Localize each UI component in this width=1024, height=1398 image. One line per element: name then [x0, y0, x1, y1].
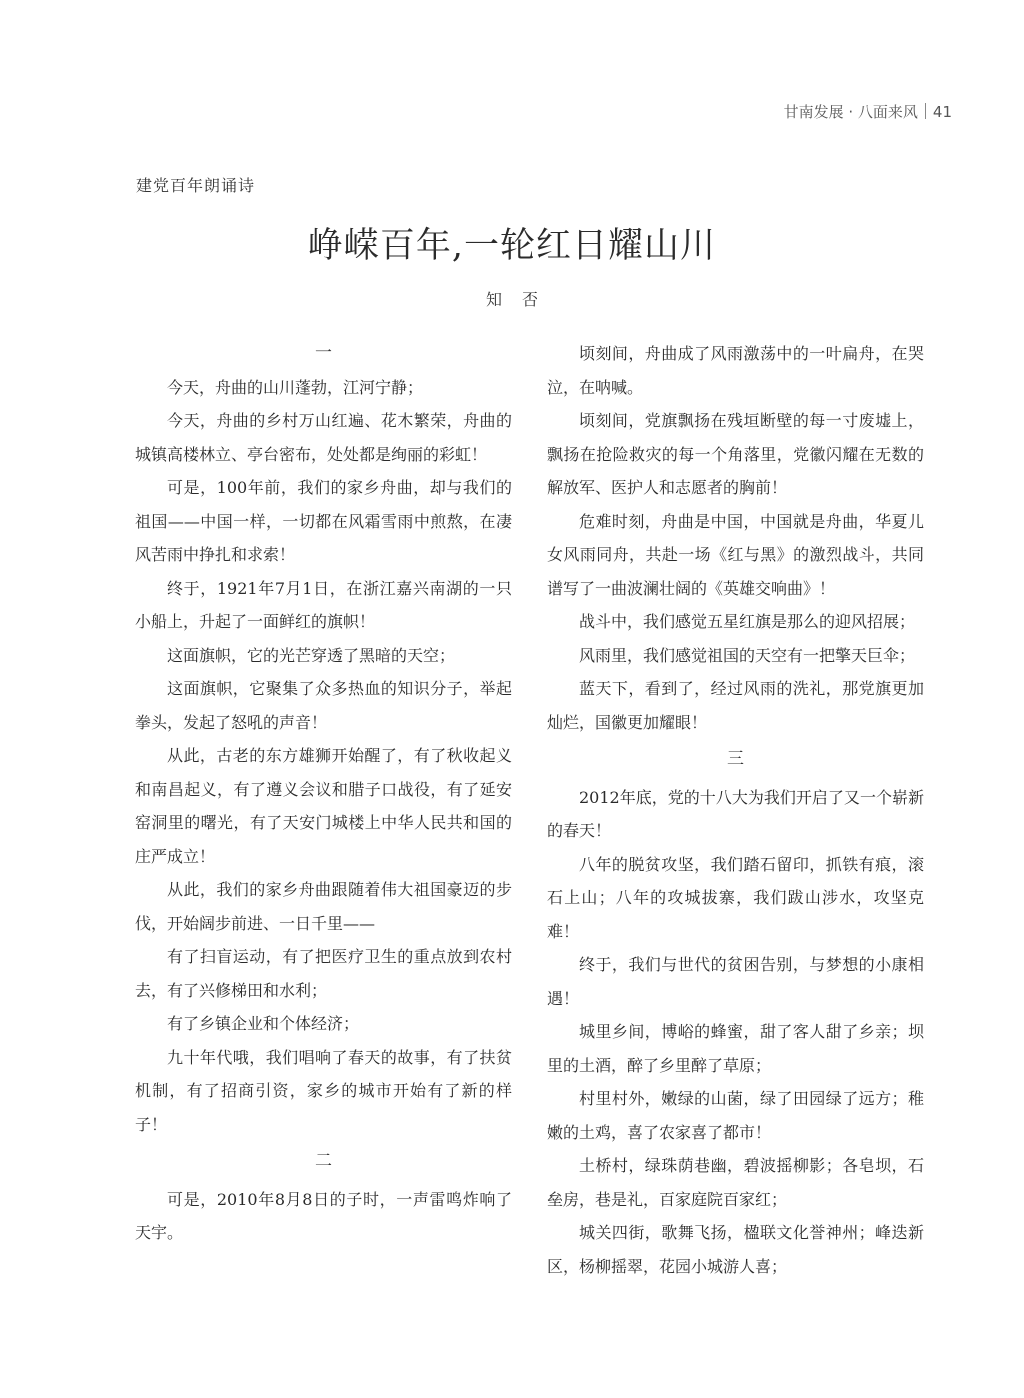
paragraph: 有了乡镇企业和个体经济； — [167, 1014, 360, 1033]
paragraph: 顷刻间，舟曲成了风雨激荡中的一叶扁舟，在哭泣，在呐喊。 — [547, 344, 924, 397]
author-name: 知否 — [485, 290, 558, 309]
page-number: 41 — [932, 103, 952, 121]
section-heading-1: 一 — [315, 343, 332, 363]
section-heading-2: 二 — [315, 1151, 332, 1171]
section-title: 甘南发展 · 八面来风 — [783, 103, 918, 121]
paragraph: 可是，2010年8月8日的子时，一声雷鸣炸响了天宇。 — [135, 1189, 512, 1242]
paragraph: 九十年代哦，我们唱响了春天的故事，有了扶贫机制，有了招商引资，家乡的城市开始有了新的样子！ — [135, 1047, 512, 1134]
paragraph: 今天，舟曲的乡村万山红遍、花木繁荣，舟曲的城镇高楼林立、亭台密布，处处都是绚丽的彩虹！ — [135, 411, 512, 464]
right-column — [547, 337, 924, 1283]
paragraph: 土桥村，绿珠荫巷幽，碧波摇柳影；各皂坝，石垒房，巷是礼，百家庭院百家红； — [547, 1156, 924, 1209]
running-head — [784, 101, 952, 122]
paragraph: 终于，我们与世代的贫困告别，与梦想的小康相遇！ — [547, 955, 924, 1008]
paragraph: 八年的脱贫攻坚，我们踏石留印，抓铁有痕，滚石上山；八年的攻城拔寨，我们跋山涉水，攻坚克难！ — [547, 854, 924, 941]
article-title: 峥嵘百年,一轮红日耀山川 — [307, 226, 717, 266]
paragraph: 城关四街，歌舞飞扬，楹联文化誉神州；峰迭新区，杨柳摇翠，花园小城游人喜； — [547, 1223, 924, 1276]
left-column — [135, 337, 512, 1250]
paragraph: 有了扫盲运动，有了把医疗卫生的重点放到农村去，有了兴修梯田和水利； — [135, 947, 512, 1000]
paragraph: 蓝天下，看到了，经过风雨的洗礼，那党旗更加灿烂，国徽更加耀眼！ — [547, 679, 924, 732]
paragraph: 可是，100年前，我们的家乡舟曲，却与我们的祖国——中国一样，一切都在风霜雪雨中煎熬，在凄风苦雨中挣扎和求索！ — [135, 478, 512, 564]
header-divider — [925, 103, 926, 119]
paragraph: 村里村外，嫩绿的山菌，绿了田园绿了远方；稚嫩的土鸡，喜了农家喜了都市！ — [547, 1089, 924, 1142]
section-heading-3: 三 — [727, 749, 744, 769]
paragraph: 这面旗帜，它的光芒穿透了黑暗的天空； — [167, 645, 456, 665]
column-tag: 建党百年朗诵诗 — [136, 176, 256, 195]
paragraph: 顷刻间，党旗飘扬在残垣断壁的每一寸废墟上，飘扬在抢险救灾的每一个角落里，党徽闪耀在无数的解放军、医护人和志愿者的胸前！ — [547, 411, 924, 497]
paragraph: 风雨里，我们感觉祖国的天空有一把擎天巨伞； — [579, 645, 916, 665]
paragraph: 2012年底，党的十八大为我们开启了又一个崭新的春天！ — [547, 787, 924, 840]
paragraph: 终于，1921年7月1日，在浙江嘉兴南湖的一只小船上，升起了一面鲜红的旗帜！ — [135, 578, 512, 631]
paragraph: 从此，我们的家乡舟曲跟随着伟大祖国豪迈的步伐，开始阔步前进、一日千里—— — [135, 880, 512, 933]
paragraph: 战斗中，我们感觉五星红旗是那么的迎风招展； — [579, 612, 916, 631]
paragraph: 这面旗帜，它聚集了众多热血的知识分子，举起拳头，发起了怒吼的声音！ — [135, 679, 512, 732]
paragraph: 危难时刻，舟曲是中国，中国就是舟曲，华夏儿女风雨同舟，共赴一场《红与黑》的激烈战斗，共同谱写了一曲波澜壮阔的《英雄交响曲》！ — [547, 511, 924, 598]
paragraph: 今天，舟曲的山川蓬勃，江河宁静； — [167, 377, 424, 397]
paragraph: 城里乡间，博峪的蜂蜜，甜了客人甜了乡亲；坝里的土酒，醉了乡里醉了草原； — [547, 1022, 924, 1075]
paragraph: 从此，古老的东方雄狮开始醒了，有了秋收起义和南昌起义，有了遵义会议和腊子口战役，有了延安窑洞里的曙光，有了天安门城楼上中华人民共和国的庄严成立！ — [135, 746, 512, 866]
